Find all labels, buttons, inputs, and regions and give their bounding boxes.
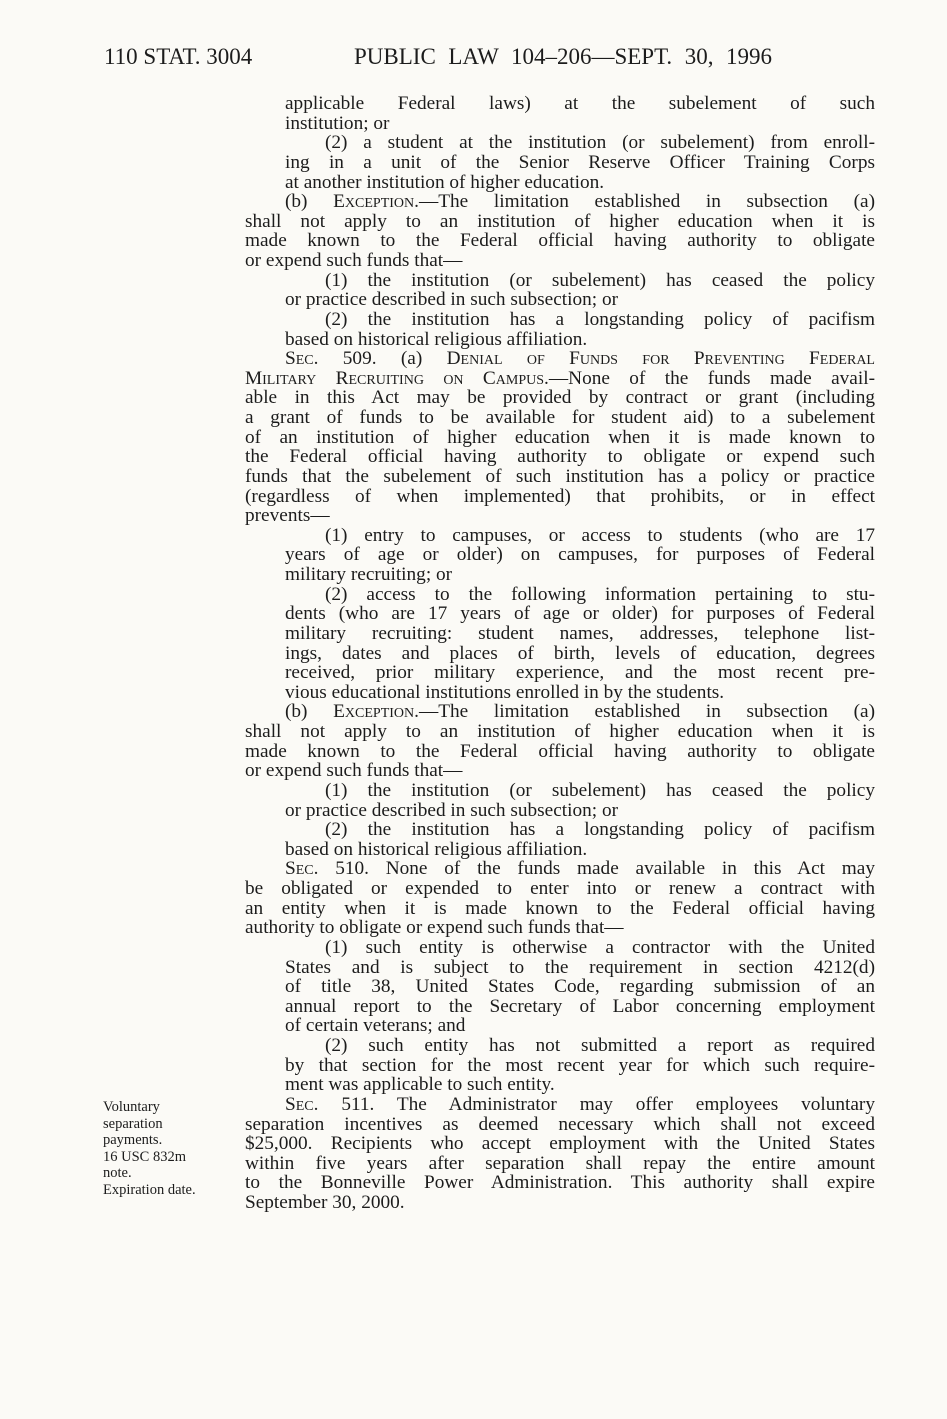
paragraph: [245, 271, 875, 310]
text-line: be obligated or expended to enter into or renew a contract with: [245, 878, 875, 899]
text-line: separation incentives as deemed necessary which shall not exceed: [245, 1113, 875, 1135]
margin-note-line: note.: [103, 1165, 132, 1182]
text-line: (1) such entity is otherwise a contractor with the United: [325, 936, 875, 958]
text-line: [245, 349, 875, 369]
margin-note-line: 16 USC 832m: [103, 1148, 186, 1165]
text-line: (1) the institution (or subelement) has ceased the policy: [325, 269, 875, 291]
paragraph: [245, 192, 875, 271]
text-segment: . 510. None of the funds made available in this Act may: [313, 858, 875, 880]
text-line: authority to obligate or expend such funds that—: [245, 917, 624, 939]
text-line: shall not apply to an institution of higher education when it is: [245, 210, 875, 232]
margin-note: [103, 1099, 196, 1199]
text-line: vious educational institutions enrolled in by the students.: [285, 681, 725, 703]
text-line: an entity when it is made known to the Federal official having: [245, 897, 875, 919]
small-caps-text: Exception: [333, 701, 415, 723]
text-line: of certain veterans; and: [285, 1015, 466, 1037]
margin-note-line: Expiration date.: [103, 1181, 196, 1198]
text-line: (2) such entity has not submitted a report as required: [325, 1035, 875, 1056]
text-line: September 30, 2000.: [245, 1192, 405, 1213]
paragraph: [245, 820, 875, 859]
text-line: or practice described in such subsection; or: [285, 799, 619, 821]
text-segment: (b): [285, 701, 334, 723]
paragraph: [245, 585, 875, 703]
text-line: applicable Federal laws) at the subelement of such: [285, 93, 875, 114]
text-segment: .—None of the funds made avail-: [544, 367, 875, 389]
small-caps-text: Denial of Funds for Preventing Federal: [446, 348, 875, 370]
small-caps-text: Sec: [285, 1093, 314, 1115]
text-segment: . 509. (a): [313, 348, 447, 370]
text-line: [245, 702, 875, 722]
text-line: (2) the institution has a longstanding policy of pacifism: [325, 819, 875, 841]
text-line: at another institution of higher education.: [285, 171, 605, 193]
text-line: or expend such funds that—: [245, 250, 463, 271]
text-line: a grant of funds to be available for student aid) to a subelement: [245, 407, 875, 428]
paragraph: [245, 781, 875, 820]
page-reference: 110 STAT. 3004: [104, 44, 253, 69]
paragraph: [245, 310, 875, 349]
text-segment: (b): [285, 191, 334, 213]
text-line: annual report to the Secretary of Labor concerning employment: [285, 995, 875, 1017]
text-line: made known to the Federal official having authority to obligate: [245, 740, 875, 762]
text-segment: . 511. The Administrator may offer employees voluntary: [313, 1093, 875, 1115]
text-segment: .—The limitation established in subsection (a): [414, 191, 875, 213]
text-line: military recruiting: student names, addresses, telephone list-: [285, 622, 875, 644]
margin-note-line: separation: [103, 1115, 163, 1132]
text-line: [245, 1095, 875, 1115]
paragraph: [245, 526, 875, 585]
margin-note-line: payments.: [103, 1132, 163, 1149]
paragraph: [245, 938, 875, 1036]
text-line: ing in a unit of the Senior Reserve Officer Training Corps: [285, 151, 875, 173]
text-line: within five years after separation shall repay the entire amount: [245, 1152, 875, 1174]
text-line: able in this Act may be provided by contract or grant (including: [245, 387, 875, 409]
text-line: to the Bonneville Power Administration. This authority shall expire: [245, 1172, 875, 1194]
text-line: made known to the Federal official having authority to obligate: [245, 230, 875, 252]
text-line: prevents—: [245, 505, 330, 527]
text-line: ment was applicable to such entity.: [285, 1074, 555, 1096]
text-line: based on historical religious affiliation.: [285, 328, 588, 350]
statute-text: [245, 94, 875, 1213]
text-line: based on historical religious affiliation.: [285, 838, 588, 860]
paragraph: [245, 1095, 875, 1213]
text-line: institution; or: [285, 112, 390, 134]
text-line: (1) entry to campuses, or access to students (who are 17: [325, 524, 875, 546]
paragraph: [245, 133, 875, 192]
text-line: States and is subject to the requirement in section 4212(d): [285, 956, 875, 978]
text-line: (1) the institution (or subelement) has ceased the policy: [325, 779, 875, 801]
text-line: or practice described in such subsection; or: [285, 289, 619, 311]
text-line: military recruiting; or: [285, 564, 453, 585]
text-segment: .—The limitation established in subsection (a): [414, 701, 875, 723]
text-line: (2) the institution has a longstanding policy of pacifism: [325, 308, 875, 330]
text-line: of title 38, United States Code, regarding submission of an: [285, 976, 875, 998]
text-line: (2) access to the following information pertaining to stu-: [325, 583, 875, 605]
small-caps-text: Military Recruiting on Campus: [245, 367, 545, 389]
text-line: funds that the subelement of such institution has a policy or practice: [245, 465, 875, 487]
text-line: or expend such funds that—: [245, 760, 463, 782]
text-line: of an institution of higher education when it is made known to: [245, 426, 875, 448]
text-line: [245, 369, 875, 389]
text-line: ings, dates and places of birth, levels of education, degrees: [285, 642, 875, 664]
text-line: years of age or older) on campuses, for purposes of Federal: [285, 544, 875, 566]
text-line: by that section for the most recent year for which such require-: [285, 1054, 875, 1076]
text-line: dents (who are 17 years of age or older) for purposes of Federal: [285, 603, 875, 625]
margin-note-line: Voluntary: [103, 1099, 160, 1115]
text-line: shall not apply to an institution of higher education when it is: [245, 721, 875, 742]
small-caps-text: Sec: [285, 858, 314, 880]
small-caps-text: Sec: [285, 348, 314, 370]
paragraph: [245, 702, 875, 781]
text-line: [245, 192, 875, 212]
paragraph: [245, 94, 875, 133]
paragraph: [245, 859, 875, 938]
text-line: (2) a student at the institution (or subelement) from enroll-: [325, 132, 875, 154]
text-line: the Federal official having authority to obligate or expend such: [245, 446, 875, 468]
paragraph: [245, 1036, 875, 1095]
paragraph: [245, 349, 875, 526]
text-line: received, prior military experience, and the most recent pre-: [285, 662, 875, 684]
small-caps-text: Exception: [333, 191, 415, 213]
text-line: [245, 859, 875, 879]
law-title-header: PUBLIC LAW 104–206—SEPT. 30, 1996: [354, 44, 772, 69]
text-line: (regardless of when implemented) that prohibits, or in effect: [245, 485, 875, 507]
text-line: $25,000. Recipients who accept employment with the United States: [245, 1133, 875, 1155]
